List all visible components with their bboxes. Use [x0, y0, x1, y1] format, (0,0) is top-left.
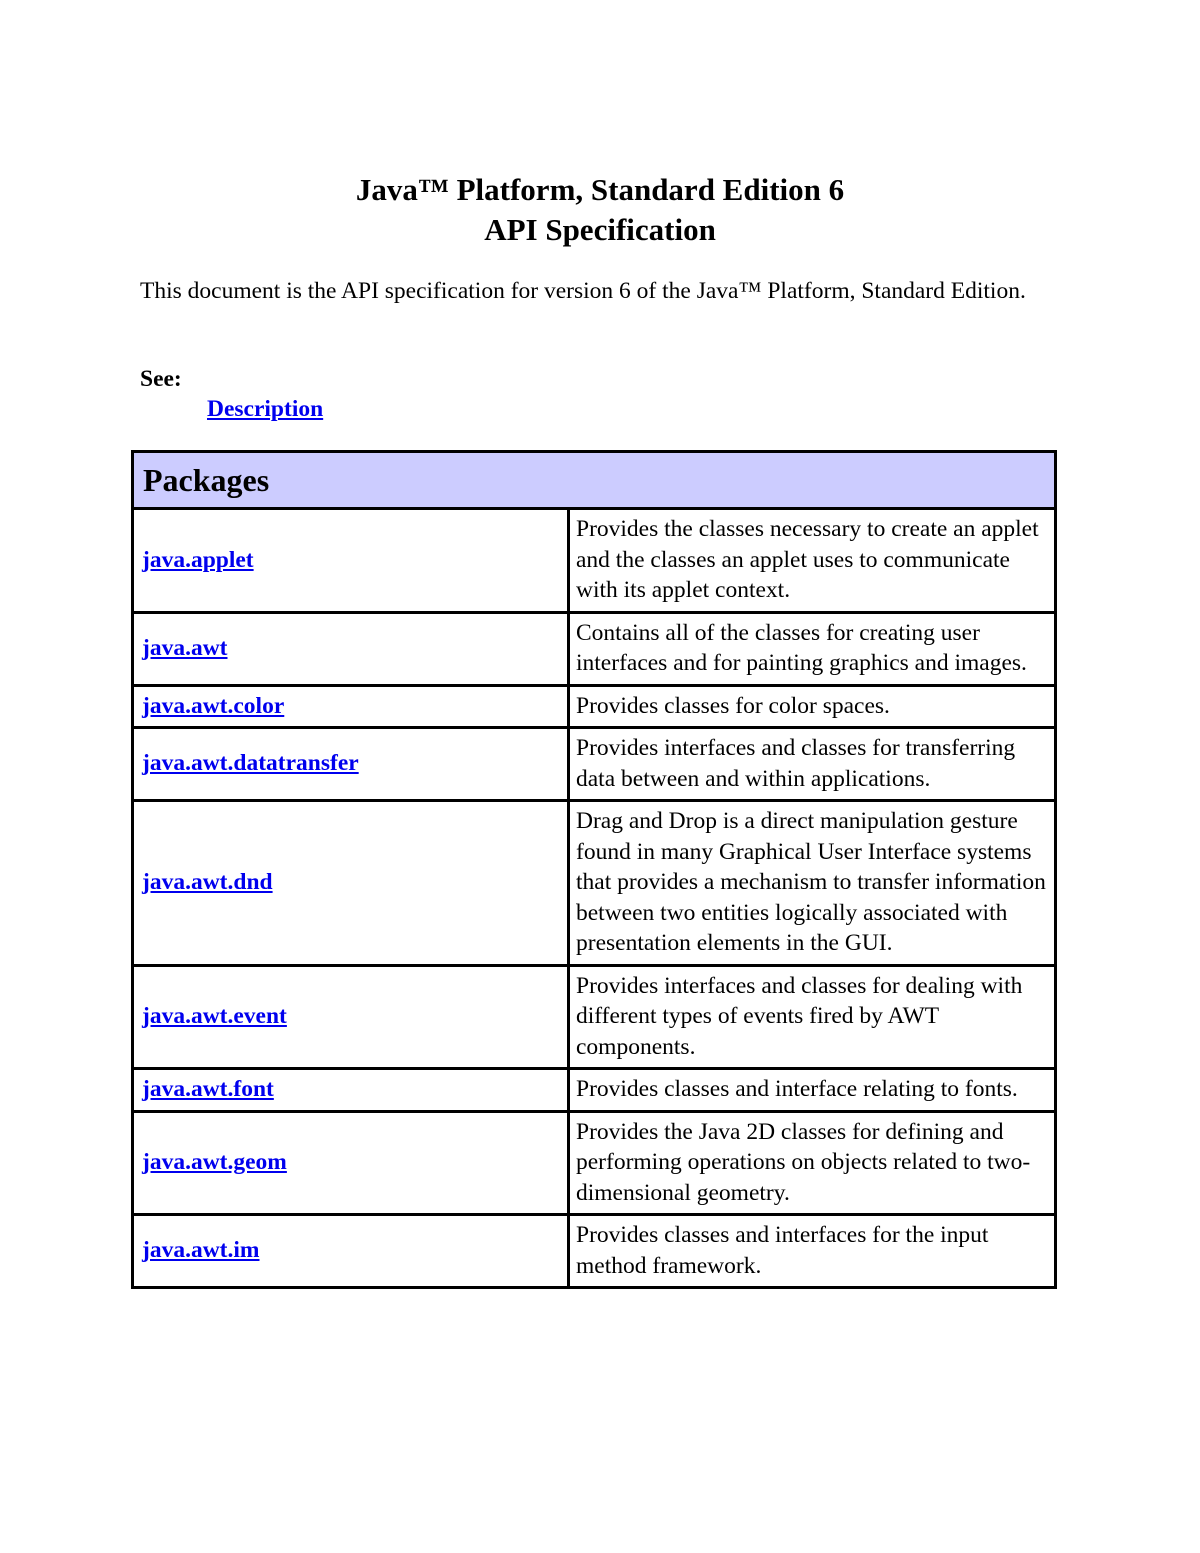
- package-description: Drag and Drop is a direct manipulation gesture found in many Graphical User Interface systems that provides a mechanism to transfer information between two entities logically associated with presentation elements in the GUI.: [570, 799, 1054, 964]
- package-link-java-awt-color[interactable]: java.awt.color: [142, 692, 285, 719]
- description-link[interactable]: Description: [207, 396, 324, 422]
- package-description: Provides classes for color spaces.: [570, 684, 1054, 727]
- table-row: [134, 726, 1054, 799]
- page-title: [0, 170, 1200, 250]
- intro-paragraph: This document is the API specification for version 6 of the Java™ Platform, Standard Edition.: [140, 278, 1026, 304]
- table-row: [134, 1213, 1054, 1286]
- package-description: Provides the Java 2D classes for defining and performing operations on objects related to two-dimensional geometry.: [570, 1110, 1054, 1214]
- packages-header: Packages: [134, 453, 1054, 510]
- package-link-java-awt[interactable]: java.awt: [142, 634, 228, 661]
- package-name-cell: [134, 1110, 570, 1214]
- package-link-java-awt-geom[interactable]: java.awt.geom: [142, 1149, 287, 1175]
- package-link-java-awt-event[interactable]: java.awt.event: [142, 1003, 287, 1029]
- package-description: Provides interfaces and classes for transferring data between and within applications.: [570, 726, 1054, 799]
- packages-table: [131, 450, 1057, 1289]
- package-name-cell: [134, 1067, 570, 1110]
- table-row: [134, 510, 1054, 611]
- package-description: Provides classes and interfaces for the input method framework.: [570, 1213, 1054, 1286]
- package-name-cell: [134, 1213, 570, 1286]
- title-line-2: API Specification: [484, 212, 716, 247]
- package-link-java-awt-dnd[interactable]: java.awt.dnd: [142, 869, 273, 895]
- package-name-cell: [134, 964, 570, 1068]
- package-link-java-awt-im[interactable]: java.awt.im: [142, 1237, 260, 1264]
- table-row: [134, 799, 1054, 964]
- table-row: [134, 611, 1054, 684]
- title-line-1: Java™ Platform, Standard Edition 6: [355, 172, 845, 207]
- package-name-cell: [134, 726, 570, 799]
- package-description: Provides classes and interface relating to fonts.: [570, 1067, 1054, 1110]
- package-link-java-awt-font[interactable]: java.awt.font: [142, 1076, 274, 1102]
- package-name-cell: [134, 611, 570, 684]
- package-name-cell: [134, 510, 570, 611]
- package-name-cell: [134, 799, 570, 964]
- package-link-java-awt-datatransfer[interactable]: java.awt.datatransfer: [142, 750, 359, 777]
- package-description: Provides interfaces and classes for dealing with different types of events fired by AWT components.: [570, 964, 1054, 1068]
- table-row: [134, 964, 1054, 1068]
- package-name-cell: [134, 684, 570, 727]
- packages-header-row: [134, 453, 1054, 510]
- table-row: [134, 1110, 1054, 1214]
- package-description: Contains all of the classes for creating user interfaces and for painting graphics and images.: [570, 611, 1054, 684]
- package-link-java-applet[interactable]: java.applet: [142, 546, 254, 573]
- package-description: Provides the classes necessary to create an applet and the classes an applet uses to communicate with its applet context.: [576, 516, 1039, 603]
- see-label: See:: [140, 366, 182, 392]
- table-row: [134, 684, 1054, 727]
- table-row: [134, 1067, 1054, 1110]
